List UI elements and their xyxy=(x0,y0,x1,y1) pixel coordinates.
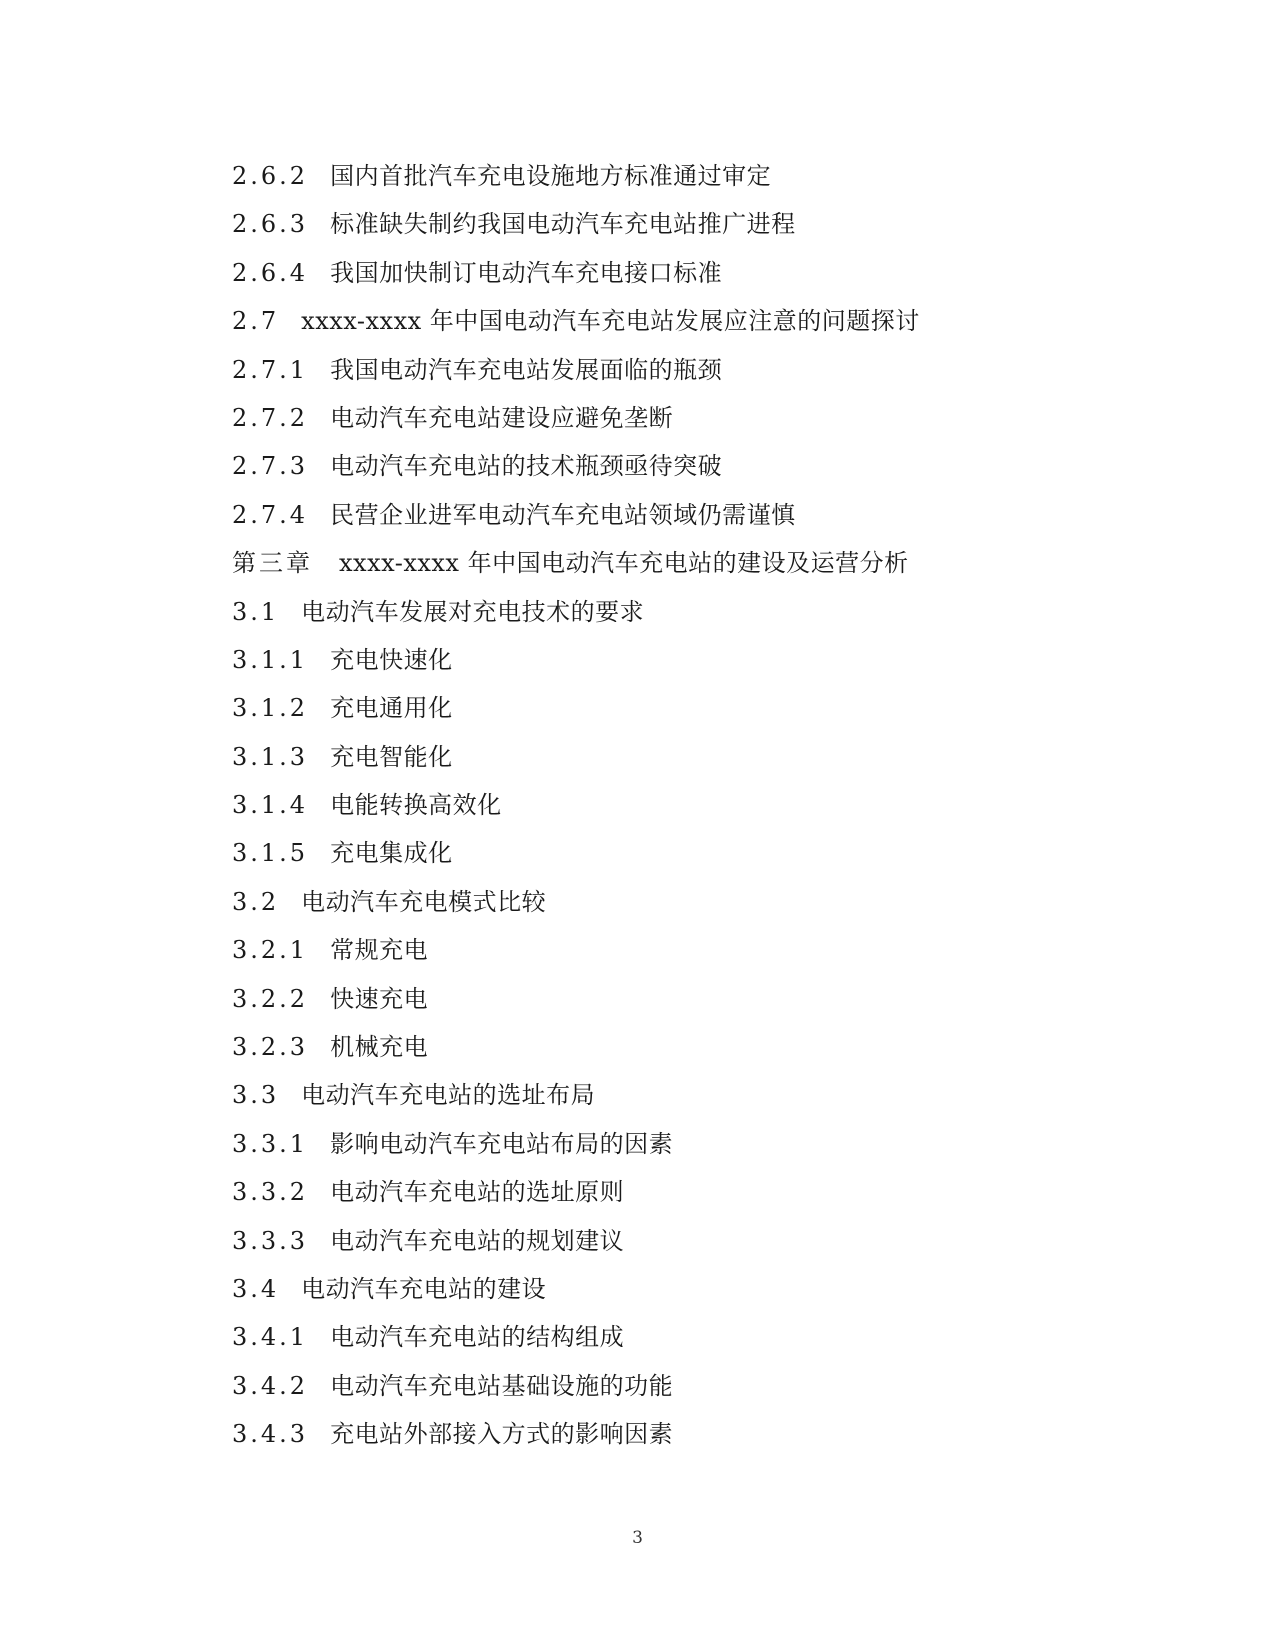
toc-entry-number: 2.6.4 xyxy=(232,258,309,287)
toc-entry-title: 电动汽车发展对充电技术的要求 xyxy=(301,597,645,626)
toc-entry xyxy=(232,495,1132,543)
toc-entry-title: 电动汽车充电站建设应避免垄断 xyxy=(330,403,674,432)
toc-entry-title: 标准缺失制约我国电动汽车充电站推广进程 xyxy=(330,210,796,239)
toc-entry-number: 2.7.2 xyxy=(232,403,309,432)
toc-entry-title: 影响电动汽车充电站布局的因素 xyxy=(330,1129,674,1158)
toc-entry-number: 3.1.1 xyxy=(232,645,309,674)
toc-entry xyxy=(232,156,1132,204)
toc-entry xyxy=(232,785,1132,833)
toc-entry-number: 3.4.3 xyxy=(232,1420,309,1449)
toc-entry xyxy=(232,543,1132,591)
toc-entry-title: 我国电动汽车充电站发展面临的瓶颈 xyxy=(330,355,723,384)
toc-entry-number: 3.2.1 xyxy=(232,936,309,965)
toc-entry-title: 充电站外部接入方式的影响因素 xyxy=(330,1420,674,1449)
toc-entry-number: 3.3.2 xyxy=(232,1178,309,1207)
toc-entry xyxy=(232,204,1132,252)
toc-entry-number: 3.2.2 xyxy=(232,984,309,1013)
toc-entry xyxy=(232,640,1132,688)
toc-entry xyxy=(232,1075,1132,1123)
toc-entry xyxy=(232,833,1132,881)
toc-entry-title: 电动汽车充电站的建设 xyxy=(301,1274,547,1303)
toc-entry-title: 电能转换高效化 xyxy=(330,791,502,820)
toc-entry-title: 民营企业进军电动汽车充电站领域仍需谨慎 xyxy=(330,500,796,529)
toc-entry-number: 3.1.3 xyxy=(232,742,309,771)
toc-entry xyxy=(232,592,1132,640)
toc-entry-title: 充电智能化 xyxy=(330,742,453,771)
toc-entry-number: 3.1.5 xyxy=(232,839,309,868)
toc-entry-title: 电动汽车充电站的规划建议 xyxy=(330,1226,625,1255)
toc-entry-number: 3.1.2 xyxy=(232,694,309,723)
toc-entry-title: 充电快速化 xyxy=(330,645,453,674)
toc-entry xyxy=(232,737,1132,785)
toc-entry-title: 常规充电 xyxy=(330,936,429,965)
toc-entry xyxy=(232,1366,1132,1414)
toc-entry-title: 电动汽车充电模式比较 xyxy=(301,887,547,916)
toc-entry-number: 3.1.4 xyxy=(232,791,309,820)
toc-entry xyxy=(232,446,1132,494)
toc-entry xyxy=(232,398,1132,446)
toc-entry xyxy=(232,1221,1132,1269)
toc-entry-number: 3.2 xyxy=(232,887,280,916)
toc-entry-title: 电动汽车充电站基础设施的功能 xyxy=(330,1371,674,1400)
toc-entry-number: 第三章 xyxy=(232,549,313,578)
toc-entry-number: 3.3.3 xyxy=(232,1226,309,1255)
toc-entry-title: 我国加快制订电动汽车充电接口标准 xyxy=(330,258,723,287)
toc-entry xyxy=(232,930,1132,978)
toc-entry-title: 电动汽车充电站的选址原则 xyxy=(330,1178,625,1207)
toc-entry-title: 机械充电 xyxy=(330,1033,429,1062)
toc-entry xyxy=(232,882,1132,930)
toc-entry xyxy=(232,350,1132,398)
toc-entry-title: xxxx-xxxx 年中国电动汽车充电站的建设及运营分析 xyxy=(339,549,909,578)
toc-entry xyxy=(232,301,1132,349)
toc-entry xyxy=(232,1317,1132,1365)
toc-entry-number: 2.7.1 xyxy=(232,355,309,384)
toc-entry-number: 2.7 xyxy=(232,307,280,336)
toc-entry-title: 国内首批汽车充电设施地方标准通过审定 xyxy=(330,162,772,190)
toc-entry-number: 3.3.1 xyxy=(232,1129,309,1158)
toc-entry xyxy=(232,1269,1132,1317)
toc-entry-title: 电动汽车充电站的技术瓶颈亟待突破 xyxy=(330,452,723,481)
table-of-contents xyxy=(232,156,1132,1463)
toc-entry xyxy=(232,1124,1132,1172)
toc-entry-title: 电动汽车充电站的结构组成 xyxy=(330,1323,625,1352)
toc-entry-title: 充电通用化 xyxy=(330,694,453,723)
toc-entry-number: 2.6.3 xyxy=(232,210,309,239)
toc-entry-number: 2.7.3 xyxy=(232,452,309,481)
toc-entry xyxy=(232,979,1132,1027)
toc-entry-title: 电动汽车充电站的选址布局 xyxy=(301,1081,596,1110)
page-number: 3 xyxy=(632,1528,643,1548)
toc-entry-number: 3.4.2 xyxy=(232,1371,309,1400)
toc-entry-title: 快速充电 xyxy=(330,984,429,1013)
toc-entry-number: 2.7.4 xyxy=(232,500,309,529)
toc-entry-title: xxxx-xxxx 年中国电动汽车充电站发展应注意的问题探讨 xyxy=(301,307,920,336)
toc-entry-title: 充电集成化 xyxy=(330,839,453,868)
toc-entry-number: 2.6.2 xyxy=(232,162,309,190)
toc-entry-number: 3.3 xyxy=(232,1081,280,1110)
toc-entry-number: 3.4.1 xyxy=(232,1323,309,1352)
toc-entry-number: 3.2.3 xyxy=(232,1033,309,1062)
toc-entry-number: 3.4 xyxy=(232,1274,280,1303)
toc-entry xyxy=(232,1414,1132,1462)
toc-entry-number: 3.1 xyxy=(232,597,280,626)
toc-entry xyxy=(232,688,1132,736)
toc-entry xyxy=(232,1172,1132,1220)
toc-entry xyxy=(232,253,1132,301)
toc-entry xyxy=(232,1027,1132,1075)
